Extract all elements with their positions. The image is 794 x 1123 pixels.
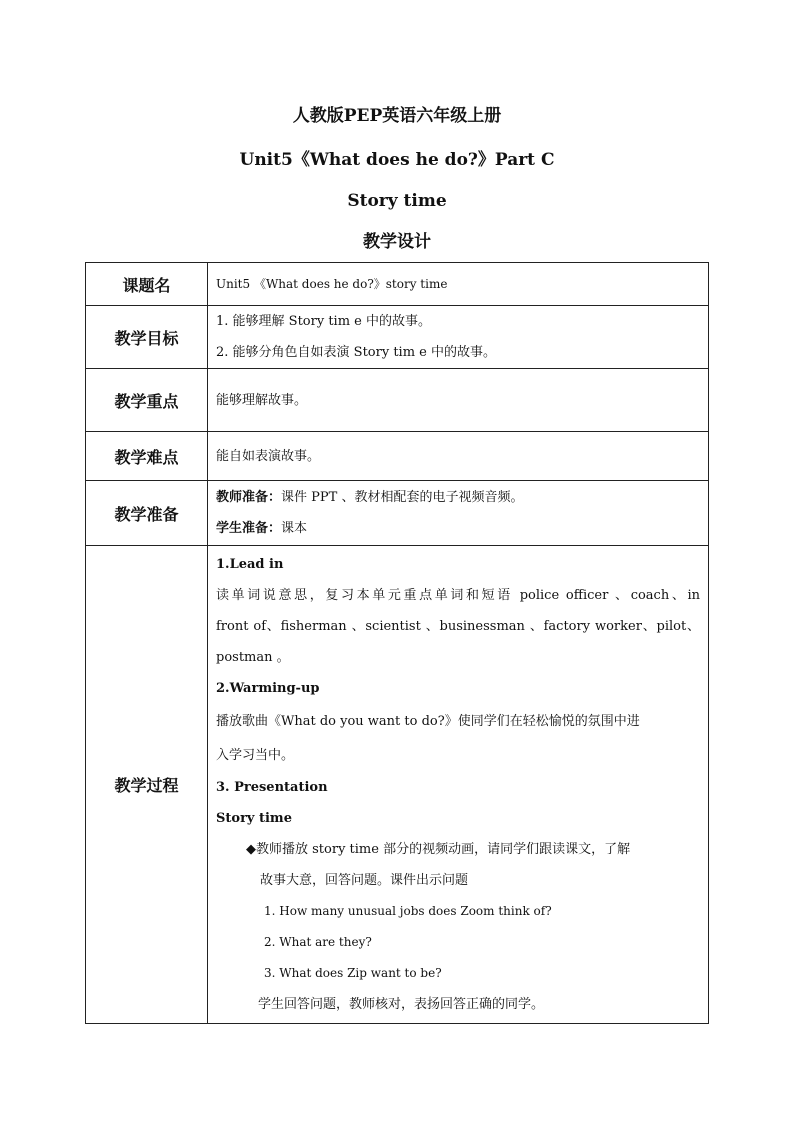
row-label-key-points: 教学重点 <box>86 369 208 432</box>
teacher-preparation <box>216 482 700 513</box>
row-label-process: 教学过程 <box>86 546 208 1024</box>
lead-in-text-line: 读单词说意思，复习本单元重点单词和短语 police officer 、coach、in <box>216 588 700 603</box>
table-row-key-points <box>86 369 709 432</box>
lead-in-text-line: front of、fisherman 、scientist 、businessman 、factory worker、pilot、 <box>216 619 700 634</box>
key-points-value: 能够理解故事。 <box>216 392 308 408</box>
lead-in-heading: 1.Lead in <box>216 557 284 572</box>
student-preparation-label: 学生准备： <box>216 521 282 536</box>
story-time-heading: Story time <box>216 811 292 826</box>
warming-up-text-line: 播放歌曲《What do you want to do?》使同学们在轻松愉悦的氛围中进 <box>216 714 640 729</box>
section-title: Story time <box>347 191 447 211</box>
question-item: 3. What does Zip want to be? <box>264 966 442 980</box>
closing-text: 学生回答问题，教师核对，表扬回答正确的同学。 <box>258 997 545 1012</box>
design-title: 教学设计 <box>363 232 431 252</box>
student-preparation-value: 课本 <box>281 521 308 536</box>
difficulties-value: 能自如表演故事。 <box>216 448 321 464</box>
objective-item: 1. 能够理解 Story tim e 中的故事。 <box>216 314 431 329</box>
objectives-cell <box>208 306 709 369</box>
row-label-objectives: 教学目标 <box>86 306 208 369</box>
key-points-cell <box>208 369 709 432</box>
row-label-topic: 课题名 <box>86 263 208 306</box>
lead-in-text-line: postman 。 <box>216 650 290 665</box>
table-row-objectives <box>86 306 709 369</box>
process-cell <box>208 546 709 1024</box>
row-label-difficulties: 教学难点 <box>86 432 208 481</box>
table-row-process <box>86 546 709 1024</box>
preparation-cell <box>208 481 709 546</box>
warming-up-text-line: 入学习当中。 <box>216 748 295 763</box>
presentation-heading: 3. Presentation <box>216 780 328 795</box>
table-row-topic <box>86 263 709 306</box>
question-item: 1. How many unusual jobs does Zoom think of? <box>264 904 552 918</box>
table-row-preparation <box>86 481 709 546</box>
student-preparation <box>216 513 700 544</box>
bullet-text-line: 故事大意，回答问题。课件出示问题 <box>260 873 469 888</box>
unit-title: Unit5《What does he do?》Part C <box>239 150 555 170</box>
objective-item: 2. 能够分角色自如表演 Story tim e 中的故事。 <box>216 345 496 360</box>
difficulties-cell <box>208 432 709 481</box>
table-row-difficulties <box>86 432 709 481</box>
question-item: 2. What are they? <box>264 935 372 949</box>
lesson-plan-table <box>85 262 709 1024</box>
topic-value: Unit5 《What does he do?》story time <box>216 276 448 291</box>
teacher-preparation-label: 教师准备： <box>216 490 282 505</box>
topic-cell <box>208 263 709 306</box>
bullet-text-line: ◆教师播放 story time 部分的视频动画，请同学们跟读课文，了解 <box>246 842 631 857</box>
row-label-preparation: 教学准备 <box>86 481 208 546</box>
warming-up-heading: 2.Warming-up <box>216 681 320 696</box>
document-title: 人教版PEP英语六年级上册 <box>292 106 502 126</box>
teacher-preparation-value: 课件 PPT 、教材相配套的电子视频音频。 <box>281 490 524 505</box>
